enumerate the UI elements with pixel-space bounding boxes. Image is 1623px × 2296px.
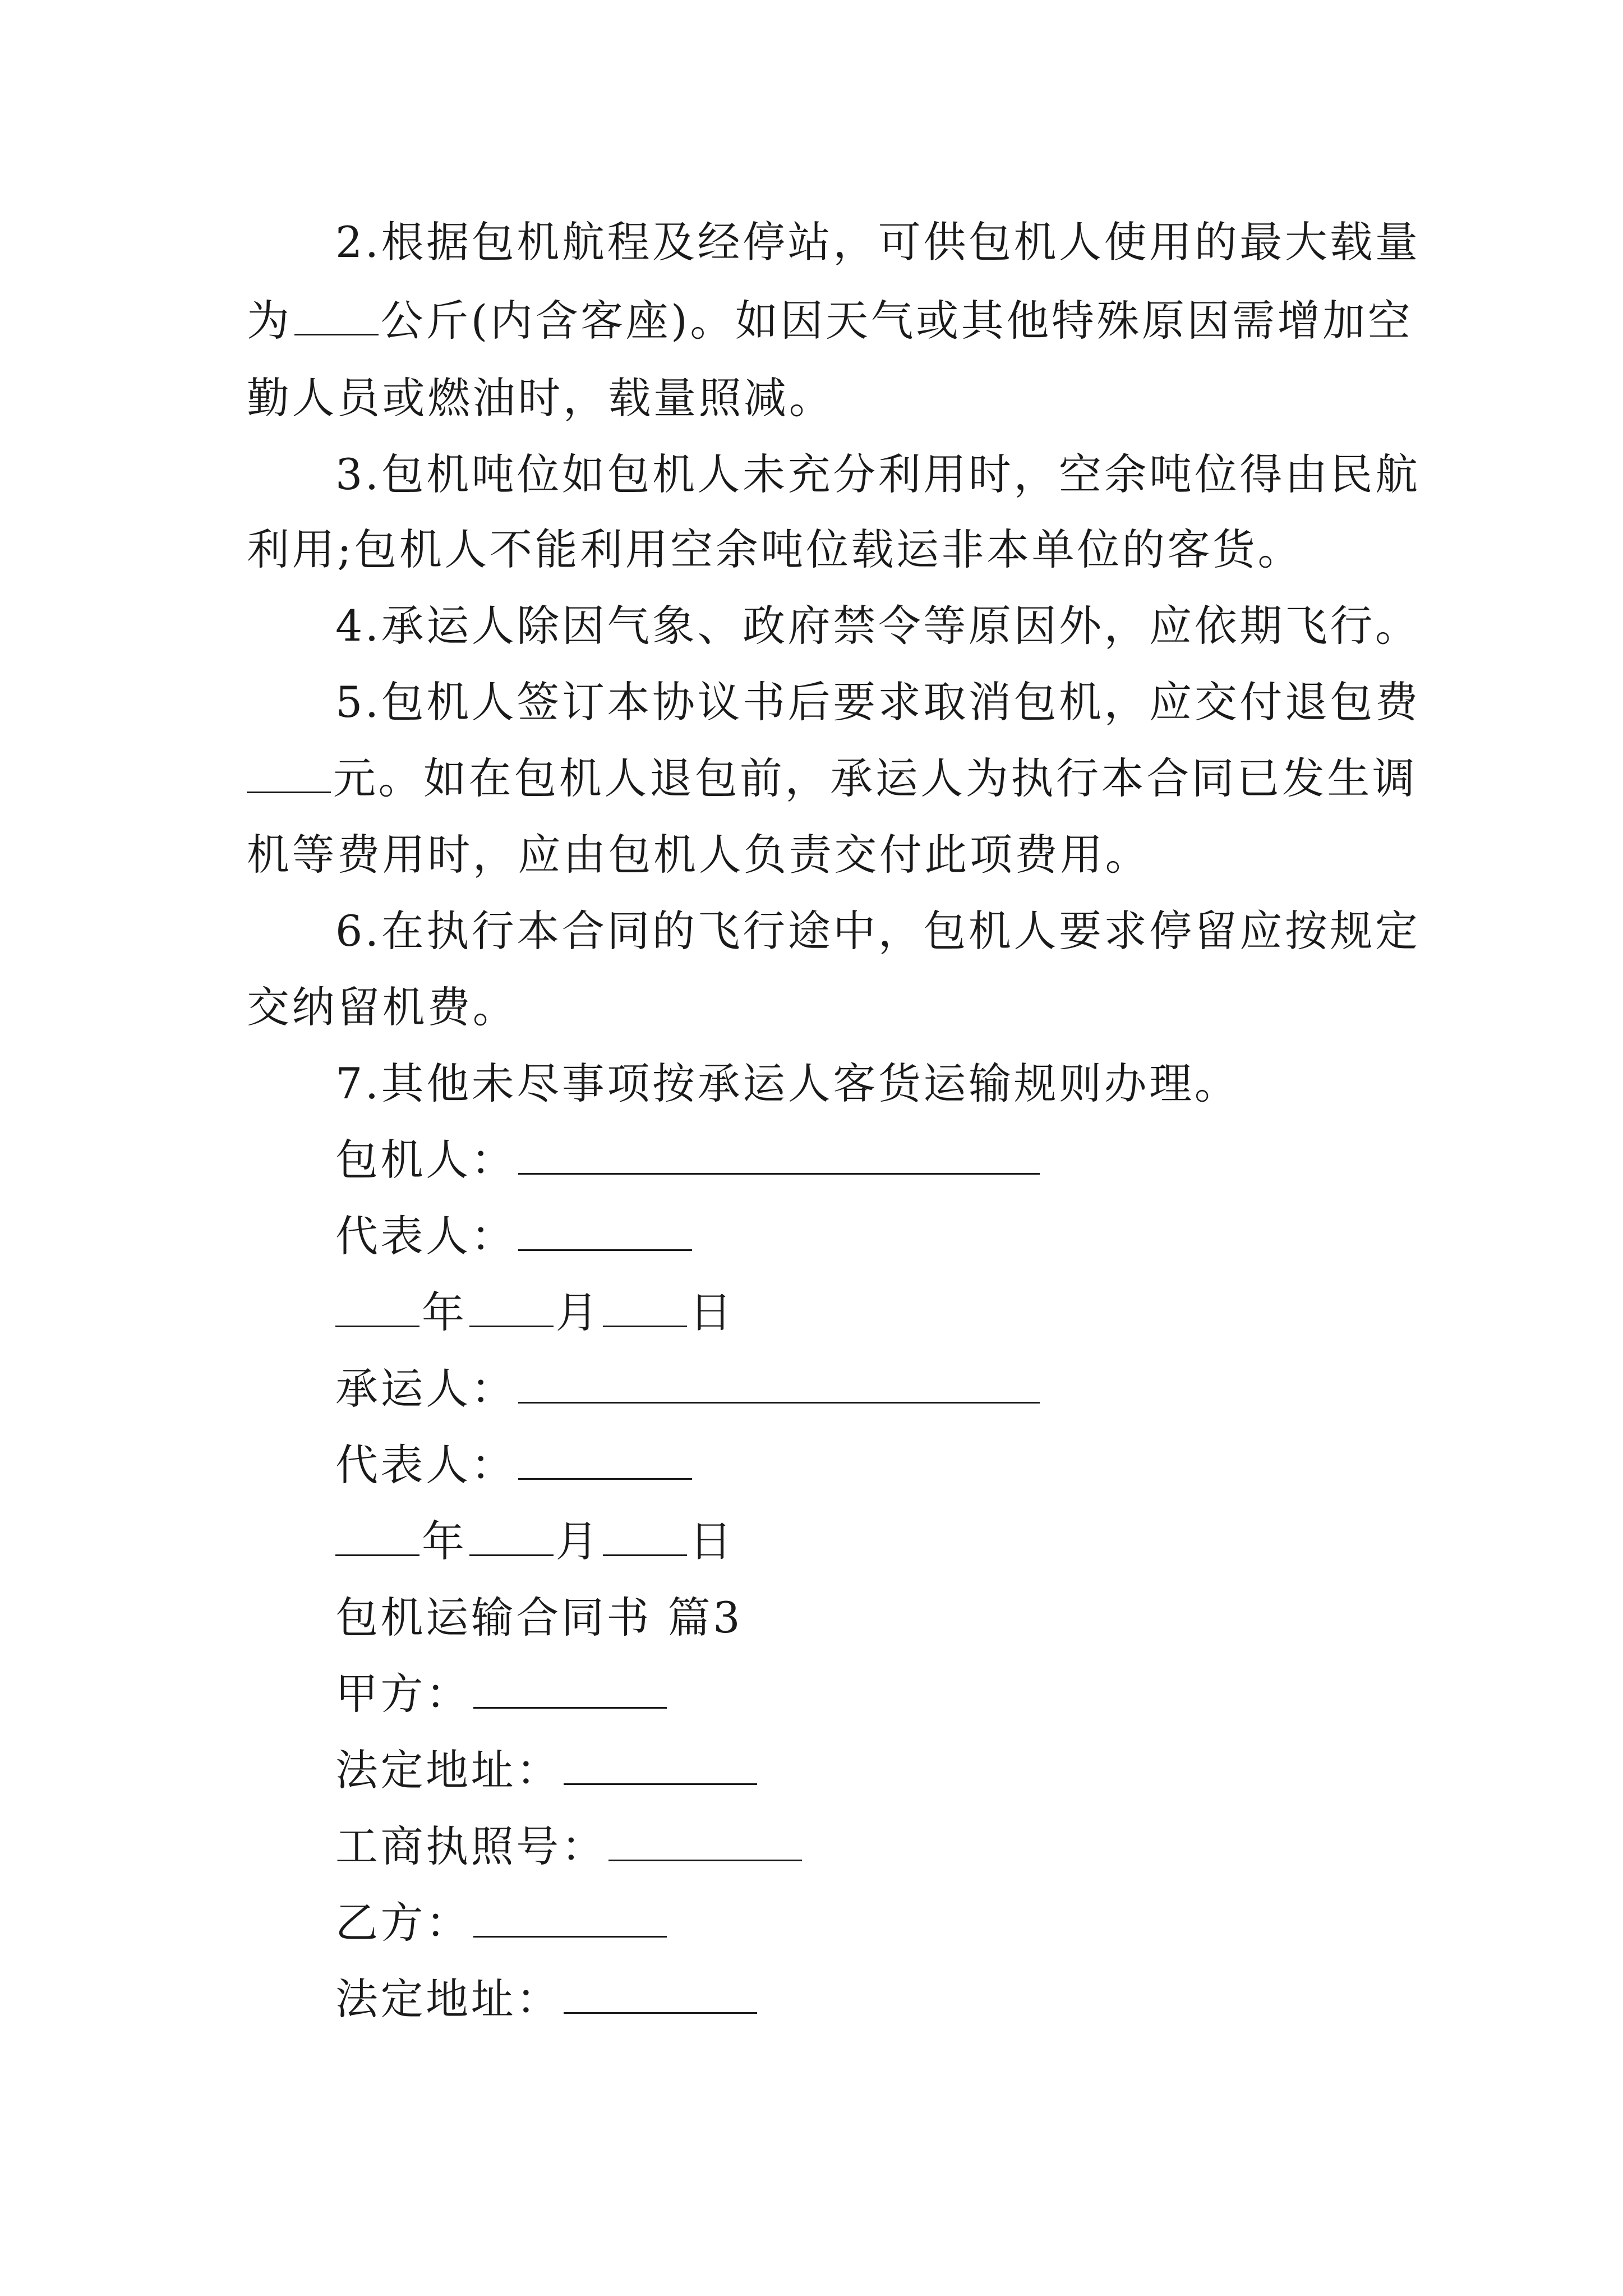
date2-year: 年 xyxy=(422,1516,467,1566)
address-a-row xyxy=(335,1742,759,1798)
license-row xyxy=(335,1819,804,1875)
rep2-label: 代表人： xyxy=(335,1440,517,1490)
rep2-blank xyxy=(518,1440,692,1480)
clause-5-suffix: 元。如在包机人退包前，承运人为执行本合同已发生调 xyxy=(333,753,1418,803)
charterer-row xyxy=(335,1132,1042,1188)
clause-3-line-1: 3.包机吨位如包机人未充分利用时，空余吨位得由民航 xyxy=(335,449,1421,499)
party-a-row xyxy=(335,1666,669,1722)
clause-2-prefix: 为 xyxy=(247,296,292,346)
clause-5-line-2 xyxy=(247,751,1417,807)
date2-year-blank xyxy=(335,1516,419,1556)
date1-month-blank xyxy=(469,1287,554,1327)
address-b-blank xyxy=(564,1974,757,2014)
license-label: 工商执照号： xyxy=(335,1821,607,1871)
date1-day-blank xyxy=(603,1287,687,1327)
party-b-row xyxy=(335,1895,669,1951)
clause-2-line-1: 2.根据包机航程及经停站，可供包机人使用的最大载量 xyxy=(335,217,1421,267)
clause-4-line-1: 4.承运人除因气象、政府禁令等原因外，应依期飞行。 xyxy=(335,601,1421,651)
party-b-label: 乙方： xyxy=(335,1898,471,1948)
clause-6-line-2: 交纳留机费。 xyxy=(247,982,518,1032)
clause-7-line-1: 7.其他未尽事项按承运人客货运输规则办理。 xyxy=(335,1059,1240,1108)
carrier-label: 承运人： xyxy=(335,1364,517,1414)
date2-month-blank xyxy=(469,1516,554,1556)
clause-5-line-1: 5.包机人签订本协议书后要求取消包机，应交付退包费 xyxy=(335,677,1421,727)
carrier-blank xyxy=(518,1364,1040,1404)
carrier-row xyxy=(335,1361,1042,1417)
clause-2-line-3: 勤人员或燃油时，载量照减。 xyxy=(247,373,834,423)
charterer-blank xyxy=(518,1135,1040,1175)
clause-6-line-1: 6.在执行本合同的飞行途中，包机人要求停留应按规定 xyxy=(335,906,1421,956)
party-b-blank xyxy=(473,1898,667,1938)
party-a-blank xyxy=(473,1669,667,1709)
license-blank xyxy=(608,1821,802,1861)
rep1-label: 代表人： xyxy=(335,1211,517,1261)
date1-year: 年 xyxy=(422,1287,467,1337)
date2-month: 月 xyxy=(555,1516,601,1566)
rep1-row xyxy=(335,1208,694,1264)
address-a-blank xyxy=(564,1745,757,1785)
weight-blank xyxy=(294,296,379,335)
address-b-label: 法定地址： xyxy=(335,1974,561,2024)
party-a-label: 甲方： xyxy=(335,1669,471,1719)
address-a-label: 法定地址： xyxy=(335,1745,561,1795)
clause-2-line-2 xyxy=(247,293,1413,349)
date1-day: 日 xyxy=(689,1287,735,1337)
clause-2-suffix: 公斤(内含客座)。如因天气或其他特殊原因需增加空 xyxy=(380,296,1413,346)
rep1-blank xyxy=(518,1211,692,1251)
clause-5-line-3: 机等费用时，应由包机人负责交付此项费用。 xyxy=(247,830,1151,880)
date2-day-blank xyxy=(603,1516,687,1556)
charterer-label: 包机人： xyxy=(335,1135,517,1185)
rep2-row xyxy=(335,1437,694,1493)
fee-blank xyxy=(247,753,331,793)
date1-month: 月 xyxy=(555,1287,601,1337)
date1-year-blank xyxy=(335,1287,419,1327)
date2-day: 日 xyxy=(689,1516,735,1566)
section-3-title: 包机运输合同书 篇3 xyxy=(335,1593,743,1642)
clause-3-line-2: 利用;包机人不能利用空余吨位载运非本单位的客货。 xyxy=(247,524,1303,574)
address-b-row xyxy=(335,1971,759,2027)
date2-row xyxy=(335,1513,735,1570)
date1-row xyxy=(335,1285,735,1341)
